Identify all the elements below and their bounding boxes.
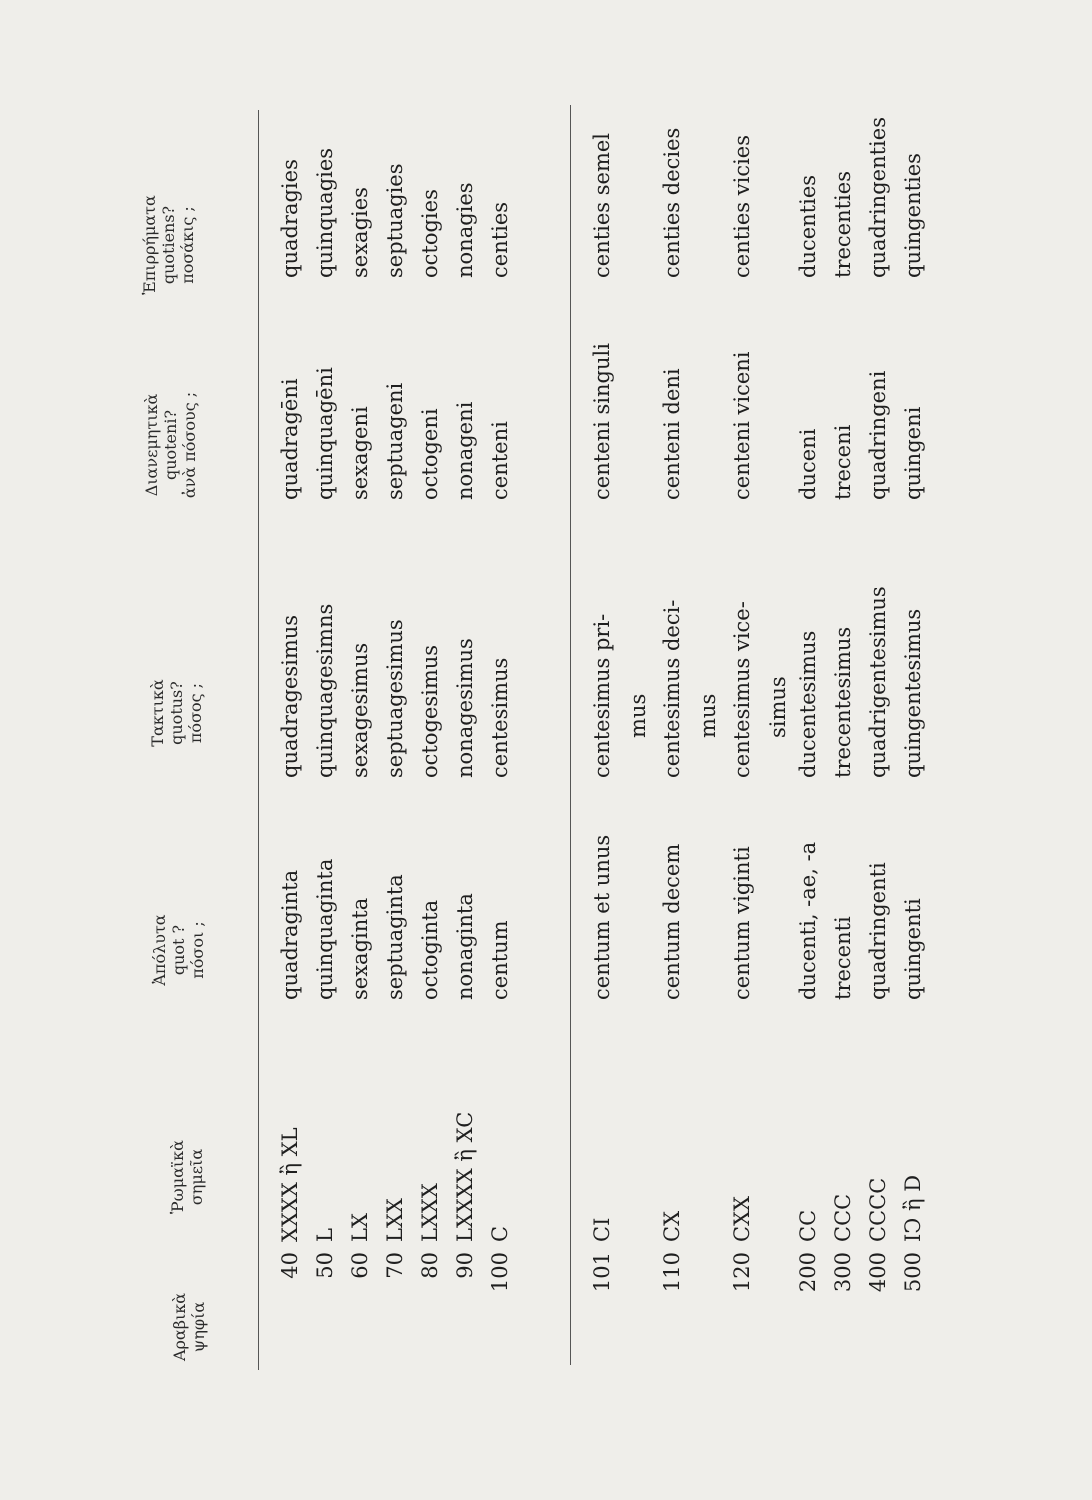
group1-distributive-cell: nonageni bbox=[453, 401, 477, 500]
header-cardinal-line: Ἀπόλυτα bbox=[150, 914, 169, 986]
group-rule bbox=[570, 105, 571, 1365]
group1-cardinal-cell: octoginta bbox=[418, 899, 442, 1000]
header-roman bbox=[168, 1122, 206, 1232]
group2-adverb-cell: centies vicies bbox=[730, 134, 754, 278]
group1-arabic-cell: 80 bbox=[418, 1252, 442, 1279]
group3-ordinal-cell: trecentesimus bbox=[831, 626, 855, 778]
group1-distributive-cell: quadragēni bbox=[278, 378, 302, 500]
group1-ordinal-cell: sexagesimus bbox=[348, 642, 372, 778]
group1-adverb-cell: centies bbox=[488, 201, 512, 278]
header-arabic-line: Αραβικὰ bbox=[170, 1292, 189, 1362]
group1-distributive-cell: centeni bbox=[488, 421, 512, 500]
group1-roman-cell: XXXX ἢ XL bbox=[278, 1127, 302, 1242]
group2-arabic-cell: 101 bbox=[590, 1252, 614, 1293]
group2-ordinal-continuation: mus bbox=[626, 693, 650, 738]
header-arabic bbox=[170, 1272, 208, 1382]
group3-distributive-cell: quadringeni bbox=[866, 370, 890, 500]
group2-ordinal-continuation: simus bbox=[766, 676, 790, 738]
header-distributive-line: ἀνὰ πόσους ; bbox=[180, 391, 199, 499]
group3-ordinal-cell: quingentesimus bbox=[901, 608, 925, 778]
group2-arabic-cell: 110 bbox=[660, 1252, 684, 1293]
header-distributive bbox=[142, 345, 199, 545]
group1-adverb-cell: quinquagies bbox=[313, 147, 337, 278]
header-roman-line: Ῥωμαϊκὰ bbox=[168, 1140, 187, 1214]
group2-distributive-cell: centeni viceni bbox=[730, 351, 754, 500]
group3-roman-cell: CCC bbox=[831, 1193, 855, 1242]
header-rule bbox=[258, 110, 259, 1370]
group3-distributive-cell: treceni bbox=[831, 424, 855, 500]
group3-roman-cell: CCCC bbox=[866, 1177, 890, 1242]
group3-arabic-cell: 400 bbox=[866, 1252, 890, 1293]
group2-cardinal-cell: centum et unus bbox=[590, 834, 614, 1000]
group1-cardinal-cell: quadraginta bbox=[278, 869, 302, 1000]
group3-adverb-cell: quingenties bbox=[901, 153, 925, 278]
group1-adverb-cell: septuagies bbox=[383, 163, 407, 278]
group1-ordinal-cell: quadragesimus bbox=[278, 614, 302, 778]
group1-roman-cell: C bbox=[488, 1225, 512, 1242]
header-adverb-line: quotiens? bbox=[159, 205, 178, 285]
group3-cardinal-cell: quadringenti bbox=[866, 862, 890, 1000]
group1-arabic-cell: 90 bbox=[453, 1252, 477, 1279]
group2-ordinal-cell: centesimus deci- bbox=[660, 599, 684, 778]
header-arabic-line: ψηφία bbox=[189, 1301, 208, 1353]
group1-adverb-cell: quadragies bbox=[278, 159, 302, 278]
group3-cardinal-cell: trecenti bbox=[831, 916, 855, 1000]
group1-arabic-cell: 50 bbox=[313, 1252, 337, 1279]
group2-roman-cell: CX bbox=[660, 1210, 684, 1242]
group3-cardinal-cell: quingenti bbox=[901, 898, 925, 1000]
group1-roman-cell: LX bbox=[348, 1213, 372, 1242]
group1-roman-cell: LXXXX ἢ XC bbox=[453, 1111, 477, 1242]
group3-arabic-cell: 500 bbox=[901, 1252, 925, 1293]
group1-distributive-cell: quinquagēni bbox=[313, 367, 337, 500]
header-adverb bbox=[140, 140, 197, 350]
group2-adverb-cell: centies semel bbox=[590, 132, 614, 278]
header-ordinal-line: quotus? bbox=[167, 681, 186, 745]
group1-cardinal-cell: sexaginta bbox=[348, 897, 372, 1000]
header-adverb-line: ποσάκις ; bbox=[178, 206, 197, 284]
group1-cardinal-cell: quinquaginta bbox=[313, 858, 337, 1000]
group3-arabic-cell: 200 bbox=[796, 1252, 820, 1293]
group1-cardinal-cell: septuaginta bbox=[383, 874, 407, 1000]
group1-distributive-cell: septuageni bbox=[383, 382, 407, 500]
group1-arabic-cell: 40 bbox=[278, 1252, 302, 1279]
group1-adverb-cell: sexagies bbox=[348, 187, 372, 278]
header-cardinal-line: πόσοι ; bbox=[188, 921, 207, 979]
group3-adverb-cell: trecenties bbox=[831, 171, 855, 278]
group3-distributive-cell: duceni bbox=[796, 428, 820, 500]
group1-roman-cell: LXXX bbox=[418, 1183, 442, 1242]
group2-ordinal-cell: centesimus pri- bbox=[590, 613, 614, 778]
group1-roman-cell: L bbox=[313, 1228, 337, 1242]
group1-arabic-cell: 70 bbox=[383, 1252, 407, 1279]
group1-ordinal-cell: nonagesimus bbox=[453, 638, 477, 778]
group1-cardinal-cell: centum bbox=[488, 920, 512, 1000]
group3-roman-cell: CC bbox=[796, 1209, 820, 1242]
header-cardinal-line: quot ? bbox=[169, 924, 188, 976]
group2-cardinal-cell: centum viginti bbox=[730, 846, 754, 1000]
group3-adverb-cell: quadringenties bbox=[866, 117, 890, 278]
group1-arabic-cell: 100 bbox=[488, 1252, 512, 1293]
group2-roman-cell: CI bbox=[590, 1217, 614, 1242]
group2-ordinal-cell: centesimus vice- bbox=[730, 601, 754, 778]
group2-ordinal-continuation: mus bbox=[696, 693, 720, 738]
group3-distributive-cell: quingeni bbox=[901, 406, 925, 500]
group3-ordinal-cell: ducentesimus bbox=[796, 630, 820, 778]
header-ordinal-line: Τακτικὰ bbox=[148, 679, 167, 747]
group1-cardinal-cell: nonaginta bbox=[453, 893, 477, 1000]
header-adverb-line: Ἐπιρρήματα bbox=[140, 195, 159, 295]
group3-ordinal-cell: quadrigentesimus bbox=[866, 586, 890, 778]
group1-arabic-cell: 60 bbox=[348, 1252, 372, 1279]
header-ordinal-line: πόσος ; bbox=[186, 682, 205, 744]
group2-arabic-cell: 120 bbox=[730, 1252, 754, 1293]
group3-cardinal-cell: ducenti, -ae, -a bbox=[796, 841, 820, 1000]
group1-roman-cell: LXX bbox=[383, 1198, 407, 1242]
header-cardinal bbox=[150, 875, 207, 1025]
header-distributive-line: quoteni? bbox=[161, 409, 180, 481]
group1-ordinal-cell: octogesimus bbox=[418, 644, 442, 778]
header-distributive-line: Διανεμητικὰ bbox=[142, 393, 161, 497]
group3-arabic-cell: 300 bbox=[831, 1252, 855, 1293]
group1-ordinal-cell: centesimus bbox=[488, 657, 512, 778]
group2-roman-cell: CXX bbox=[730, 1196, 754, 1242]
group1-distributive-cell: sexageni bbox=[348, 406, 372, 500]
header-ordinal bbox=[148, 638, 205, 788]
group1-ordinal-cell: septuagesimus bbox=[383, 619, 407, 778]
group1-ordinal-cell: quinquagesimns bbox=[313, 603, 337, 778]
group1-adverb-cell: octogies bbox=[418, 189, 442, 278]
group3-roman-cell: IↃ ἢ D bbox=[901, 1174, 925, 1242]
header-roman-line: σημεῖα bbox=[187, 1148, 206, 1206]
group3-adverb-cell: ducenties bbox=[796, 174, 820, 278]
group1-distributive-cell: octogeni bbox=[418, 408, 442, 500]
group2-distributive-cell: centeni deni bbox=[660, 368, 684, 500]
group2-cardinal-cell: centum decem bbox=[660, 843, 684, 1000]
group2-distributive-cell: centeni singuli bbox=[590, 343, 614, 500]
group2-adverb-cell: centies decies bbox=[660, 127, 684, 278]
group1-adverb-cell: nonagies bbox=[453, 182, 477, 278]
